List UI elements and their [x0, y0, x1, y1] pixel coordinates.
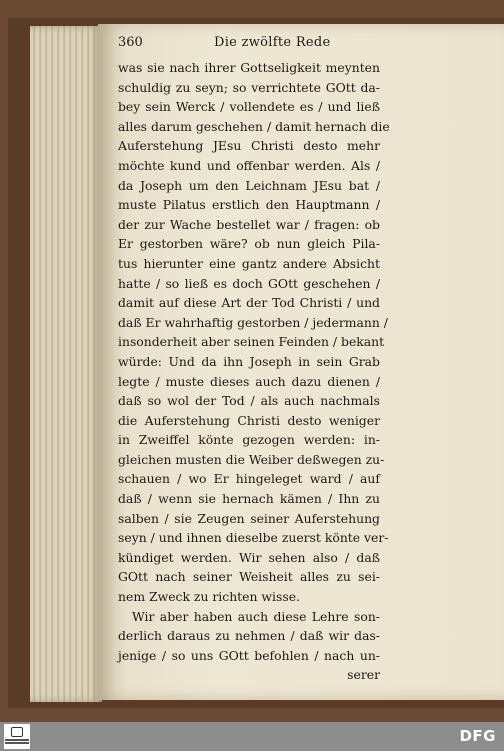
viewer-footer: [0, 722, 504, 751]
text-line: gleichen musten die Weiber deßwegen zu-: [118, 451, 385, 467]
text-line: daß Er wahrhaftig gestorben / jedermann /: [118, 314, 388, 330]
text-line: derlich daraus zu nehmen / daß wir das-: [118, 628, 380, 644]
text-line: insonderheit aber seinen Feinden / bekant: [118, 334, 385, 350]
text-line: daß / wenn sie hernach kämen / Ihn zu: [118, 491, 380, 507]
text-line: da Joseph um den Leichnam JEsu bat /: [118, 177, 380, 193]
library-logo: [4, 724, 30, 749]
page-edges: [30, 26, 102, 702]
dfg-logo: DFG: [459, 727, 496, 745]
text-line: der zur Wache bestellet war / fragen: ob: [118, 216, 380, 232]
text-line: kündiget werden. Wir sehen also / daß: [118, 549, 380, 565]
text-line: die Auferstehung Christi desto weniger: [118, 412, 380, 428]
text-line: würde: Und da ihn Joseph in sein Grab: [118, 353, 380, 369]
text-line: muste Pilatus erstlich den Hauptmann /: [118, 197, 380, 213]
text-line: hatte / so ließ es doch GOtt geschehen /: [118, 275, 380, 291]
text-line: GOtt nach seiner Weisheit alles zu sei-: [118, 569, 380, 585]
text-line: seyn / und ihnen dieselbe zuerst könte ver-: [118, 530, 389, 546]
text-line: Er gestorben wäre? ob nun gleich Pila-: [118, 236, 380, 252]
text-line: salben / sie Zeugen seiner Auferstehung: [118, 510, 380, 526]
text-line: was sie nach ihrer Gottseligkeit meynten: [118, 60, 380, 75]
text-line: Wir aber haben auch diese Lehre son-: [132, 608, 380, 624]
text-line: damit auf diese Art der Tod Christi / und: [118, 295, 380, 311]
text-line: bey sein Werck / vollendete es / und ließ: [118, 99, 380, 115]
page-number: 360: [118, 35, 143, 50]
running-head: Die zwölfte Rede: [214, 35, 331, 50]
text-line: jenige / so uns GOtt befohlen / nach un-: [118, 647, 380, 663]
body-text: [118, 58, 390, 685]
text-line: alles darum geschehen / damit hernach die: [118, 118, 390, 134]
text-line: nem Zweck zu richten wisse.: [118, 589, 300, 605]
text-line: schauen / wo Er hingeleget ward / auf: [118, 471, 380, 487]
text-line: möchte kund und offenbar werden. Als /: [118, 157, 380, 173]
page-header: [118, 35, 398, 55]
text-line: legte / muste dieses auch dazu dienen /: [118, 373, 380, 389]
text-line: tus hierunter eine gantz andere Absicht: [118, 255, 380, 271]
text-line: Auferstehung JEsu Christi desto mehr: [118, 138, 380, 154]
catchword: serer: [347, 667, 380, 683]
text-line: daß so wol der Tod / als auch nachmals: [118, 393, 380, 409]
text-line: schuldig zu seyn; so verrichtete GOtt da-: [118, 79, 380, 95]
text-line: in Zweiffel könte gezogen werden: in-: [118, 432, 380, 448]
